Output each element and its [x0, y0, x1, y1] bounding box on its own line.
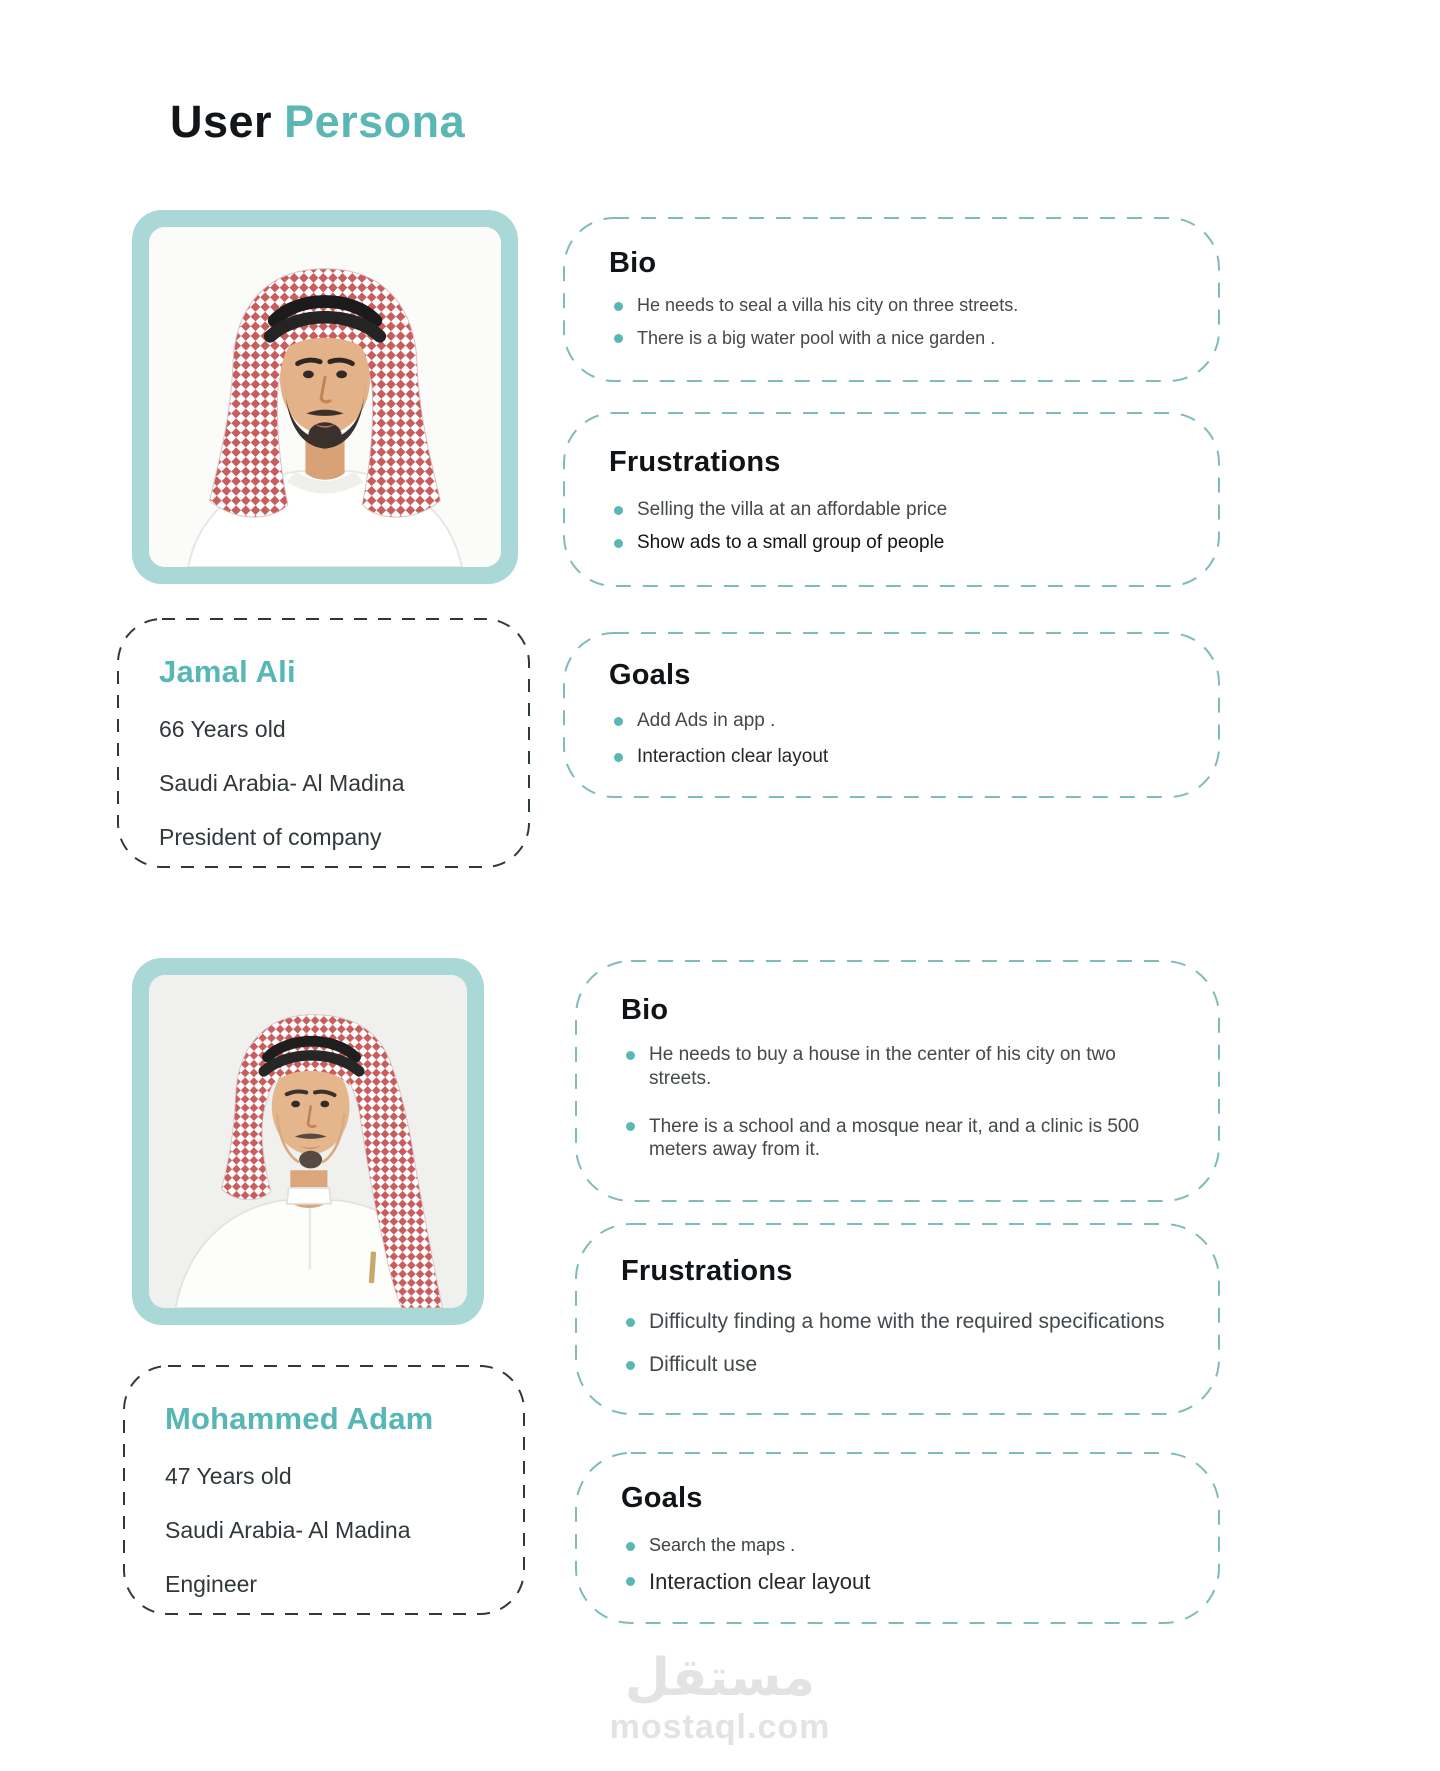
- persona-age: 47 Years old: [165, 1463, 292, 1489]
- goal-bullet: Add Ads in app .: [609, 709, 1180, 733]
- mohammed-goals-section: [575, 1452, 1220, 1624]
- bio-bullet: He needs to buy a house in the center of his city on two streets.: [621, 1043, 1176, 1091]
- bio-heading: Bio: [609, 247, 657, 279]
- persona-location: Saudi Arabia- Al Madina: [159, 770, 405, 796]
- goal-bullet: Search the maps .: [621, 1534, 1176, 1557]
- mohammed-info-card: [123, 1365, 525, 1615]
- goal-bullet: Interaction clear layout: [621, 1568, 1176, 1596]
- bio-bullet: There is a school and a mosque near it, and a clinic is 500 meters away from it.: [621, 1115, 1176, 1163]
- persona-name: Jamal Ali: [159, 654, 296, 689]
- page-title: [170, 96, 465, 148]
- mohammed-frustrations-section: [575, 1223, 1220, 1415]
- jamal-ali-portrait-illustration: [149, 227, 501, 567]
- frustration-bullet: Difficulty finding a home with the required specifications: [621, 1309, 1202, 1335]
- mostaql-watermark: [0, 1648, 1440, 1747]
- frustration-bullet: Difficult use: [621, 1352, 1202, 1378]
- jamal-info-card: [117, 618, 530, 868]
- persona-role: President of company: [159, 824, 382, 850]
- persona-role: Engineer: [165, 1571, 258, 1597]
- mohammed-adam-photo: [149, 975, 467, 1308]
- mohammed-adam-photo-frame: [132, 958, 484, 1325]
- frustration-bullet: Show ads to a small group of people: [609, 531, 1180, 555]
- jamal-ali-photo-frame: [132, 210, 518, 584]
- page-title-prefix: User: [170, 96, 273, 147]
- jamal-frustrations-section: [563, 412, 1220, 587]
- persona-age: 66 Years old: [159, 716, 286, 742]
- mohammed-adam-portrait-illustration: [149, 975, 467, 1308]
- goals-heading: Goals: [609, 659, 691, 691]
- bio-bullet: He needs to seal a villa his city on three streets.: [609, 294, 1180, 317]
- bio-bullet: There is a big water pool with a nice garden .: [609, 327, 1180, 350]
- mohammed-bio-section: [575, 960, 1220, 1202]
- persona-location: Saudi Arabia- Al Madina: [165, 1517, 411, 1543]
- persona-name: Mohammed Adam: [165, 1401, 434, 1436]
- goals-heading: Goals: [621, 1482, 703, 1514]
- jamal-goals-section: [563, 632, 1220, 798]
- frustrations-heading: Frustrations: [609, 446, 781, 478]
- goal-bullet: Interaction clear layout: [609, 745, 1180, 769]
- jamal-ali-photo: [149, 227, 501, 567]
- page-title-accent: Persona: [284, 96, 466, 147]
- mostaql-logo-domain: mostaql.com: [609, 1708, 831, 1746]
- bio-heading: Bio: [621, 994, 669, 1026]
- mostaql-logo-arabic: مستقل: [624, 1648, 816, 1708]
- jamal-bio-section: [563, 217, 1220, 382]
- frustrations-heading: Frustrations: [621, 1255, 793, 1287]
- frustration-bullet: Selling the villa at an affordable price: [609, 498, 1180, 522]
